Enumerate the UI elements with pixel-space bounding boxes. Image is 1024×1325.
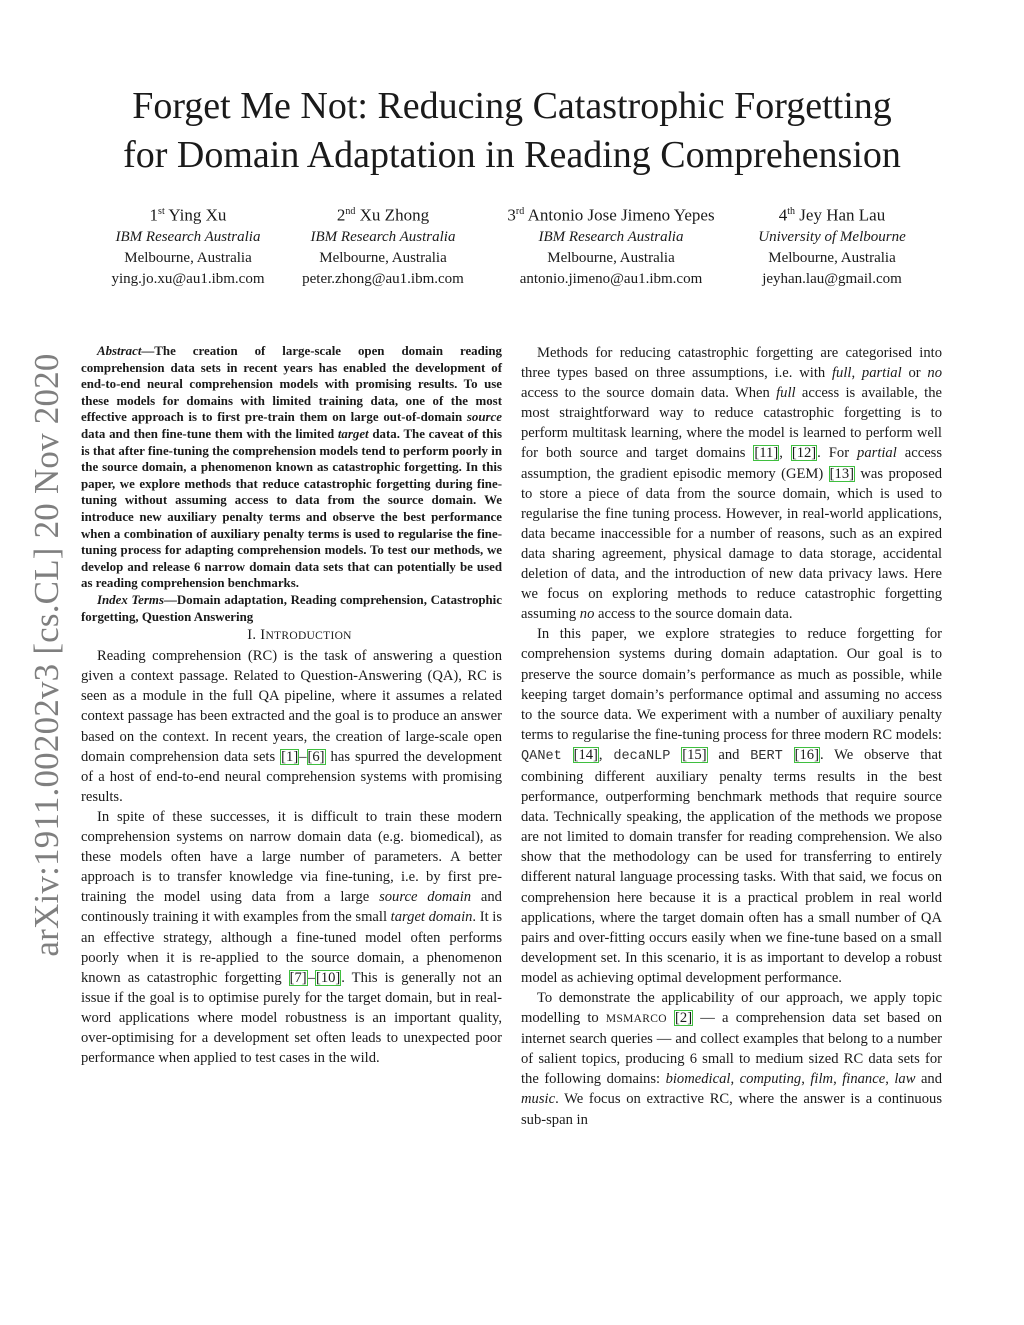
author-block [285, 200, 481, 290]
author-block [96, 200, 280, 290]
citation-link[interactable]: [2] [675, 1010, 693, 1027]
title-line-1: Forget Me Not: Reducing Catastrophic Forgetting [132, 85, 892, 127]
author-block [744, 200, 920, 290]
citation-link[interactable]: [6] [307, 748, 325, 765]
author-email: antonio.jimeno@au1.ibm.com [519, 270, 703, 287]
title-line-2: for Domain Adaptation in Reading Comprehension [123, 134, 901, 176]
author-affiliation: IBM Research Australia [538, 228, 684, 245]
citation-link[interactable]: [13] [829, 465, 854, 482]
section-heading-introduction: I. INTRODUCTION [247, 627, 352, 644]
citation-link[interactable]: [7] [289, 969, 307, 986]
author-affiliation: University of Melbourne [758, 228, 906, 245]
author-name: 3rd Antonio Jose Jimeno Yepes [507, 205, 715, 225]
citation-link[interactable]: [15] [682, 746, 707, 763]
intro-paragraph-2: In spite of these successes, it is difficult to train these modern comprehension systems on narrow domain data (e.g. biomedical), as these models often have a large number of parameters. A better approach is to transfer knowledge via fine-tuning, i.e. by first pre-training the model using data from a large source domain and continously training it with examples from the small target domain. It is an effective strategy, although a fine-tuned model often performs poorly when it is re-applied to the source domain, a phenomenon known as catastrophic forgetting [7]–[10]. This is generally not an issue if the goal is to optimise purely for the target domain, but in real-word applications where model robustness is an important quality, over-optimising for a development set often leads to unexpected poor performance when applied to test cases in the wild. [81, 808, 503, 1067]
abstract-label: Abstract [97, 344, 142, 358]
author-name: 1st Ying Xu [149, 205, 227, 225]
body-paragraph-data: To demonstrate the applicability of our approach, we apply topic modelling to MSMARCO [2] — a comprehension data set based on internet search queries — and collect examples that belong to a number of salient topics, producing 6 small to medium sized RC data sets for the following domains: biomedical, computing, film, finance, law and music. We focus on extractive RC, where the answer is a continuous sub-span in [521, 990, 943, 1128]
arxiv-identifier: arXiv:1911.00202v3 [cs.CL] 20 Nov 2020 [27, 353, 66, 957]
model-name: QANet [521, 748, 562, 764]
author-name: 4th Jey Han Lau [778, 205, 886, 225]
abstract: Abstract—The creation of large-scale open domain reading comprehension data sets in recent years has enabled the development of end-to-end neural comprehension models with promising results. To use these models for domains with limited training data, one of the most effective approach is to first pre-train them on large out-of-domain source data and then fine-tune them with the limited target data. The caveat of this is that after fine-tuning the comprehension models tend to perform poorly in the source domain, a phenomenon known as catastrophic forgetting. In this paper, we explore methods that reduce catastrophic forgetting during fine-tuning without assuming access to data from the source domain. We introduce new auxiliary penalty terms and observe the best performance when a combination of auxiliary penalty terms is used to regularise the fine-tuning process for adapting comprehension models. To test our methods, we develop and release 6 narrow domain data sets that can potentially be used as reading comprehension benchmarks. [81, 344, 502, 591]
author-location: Melbourne, Australia [319, 249, 447, 266]
index-terms: Index Terms—Domain adaptation, Reading comprehension, Catastrophic forgetting, Question Answering [81, 592, 502, 624]
model-name: BERT [750, 748, 783, 764]
citation-link[interactable]: [1] [281, 748, 299, 765]
author-email: ying.jo.xu@au1.ibm.com [111, 270, 265, 287]
intro-paragraph-1: Reading comprehension (RC) is the task of answering a question given a context passage. Related to Question-Answering (QA), RC is seen as a module in the full QA pipeline, where it assumes a related context passage has been extracted and the goal is to produce an answer based on the context. In recent years, the creation of large-scale open domain comprehension data sets [1]–[6] has spurred the development of a host of end-to-end neural comprehension systems with promising results. [81, 648, 502, 805]
author-location: Melbourne, Australia [768, 249, 896, 266]
citation-link[interactable]: [11] [754, 445, 779, 462]
citation-link[interactable]: [10] [315, 969, 341, 986]
dataset-name: MSMARCO [605, 1013, 667, 1026]
model-name: decaNLP [613, 748, 671, 764]
right-column [521, 343, 942, 1130]
author-block [486, 200, 736, 290]
author-name: 2nd Xu Zhong [336, 205, 430, 225]
author-email: peter.zhong@au1.ibm.com [302, 270, 464, 287]
author-affiliation: IBM Research Australia [310, 228, 456, 245]
citation-link[interactable]: [14] [573, 746, 598, 763]
author-affiliation: IBM Research Australia [115, 228, 261, 245]
author-location: Melbourne, Australia [124, 249, 252, 266]
citation-link[interactable]: [12] [791, 445, 817, 462]
body-paragraph-methods: Methods for reducing catastrophic forgetting are categorised into three types based on three assumptions, i.e. with full, partial or no access to the source domain data. When full access is available, the most straightforward way to reduce catastrophic forgetting is to perform multitask learning, where the model is learned to perform well for both source and target domains [11], [12]. For partial access assumption, the gradient episodic memory (GEM) [13] was proposed to store a piece of data from the source domain, which is used to regularise the fine tuning process. However, in real-world applications, data became inaccessible for a number of reasons, such as an expired data sharing agreement, physical damage to data storage, accidental deletion of data, and the introduction of new data privacy laws. Here we focus on exploring methods to reduce catastrophic forgetting assuming no access to the source domain data. [521, 345, 943, 623]
left-column [81, 343, 502, 1068]
paper-title [60, 82, 964, 180]
body-paragraph-goal: In this paper, we explore strategies to reduce forgetting for comprehension systems during domain adaptation. Our goal is to preserve the source domain’s performance as much as possible, while keeping target domain’s performance optimal and assuming no access to the source data. We experiment with a number of auxiliary penalty terms to regularise the fine-tuning process for three modern RC models: QANet [14], decaNLP [15] and BERT [16]. We observe that combining different auxiliary penalty terms results in the best performance, outperforming benchmark methods that require source data. Technically speaking, the application of the methods we propose are not limited to domain transfer for reading comprehension. We also show that the methodology can be used for transferring to entirely different natural language processing tasks. With that said, we focus on comprehension here because it is a practical problem in real world applications, where the target domain often has a small number of QA pairs and over-fitting occurs easily when we fine-tune based on a small development set. In this scenario, it is as important to develop a robust model as achieving optimal development performance. [521, 626, 942, 986]
author-email: jeyhan.lau@gmail.com [762, 270, 902, 287]
index-terms-label: Index Terms [97, 592, 164, 607]
citation-link[interactable]: [16] [794, 746, 819, 763]
author-location: Melbourne, Australia [547, 249, 675, 266]
